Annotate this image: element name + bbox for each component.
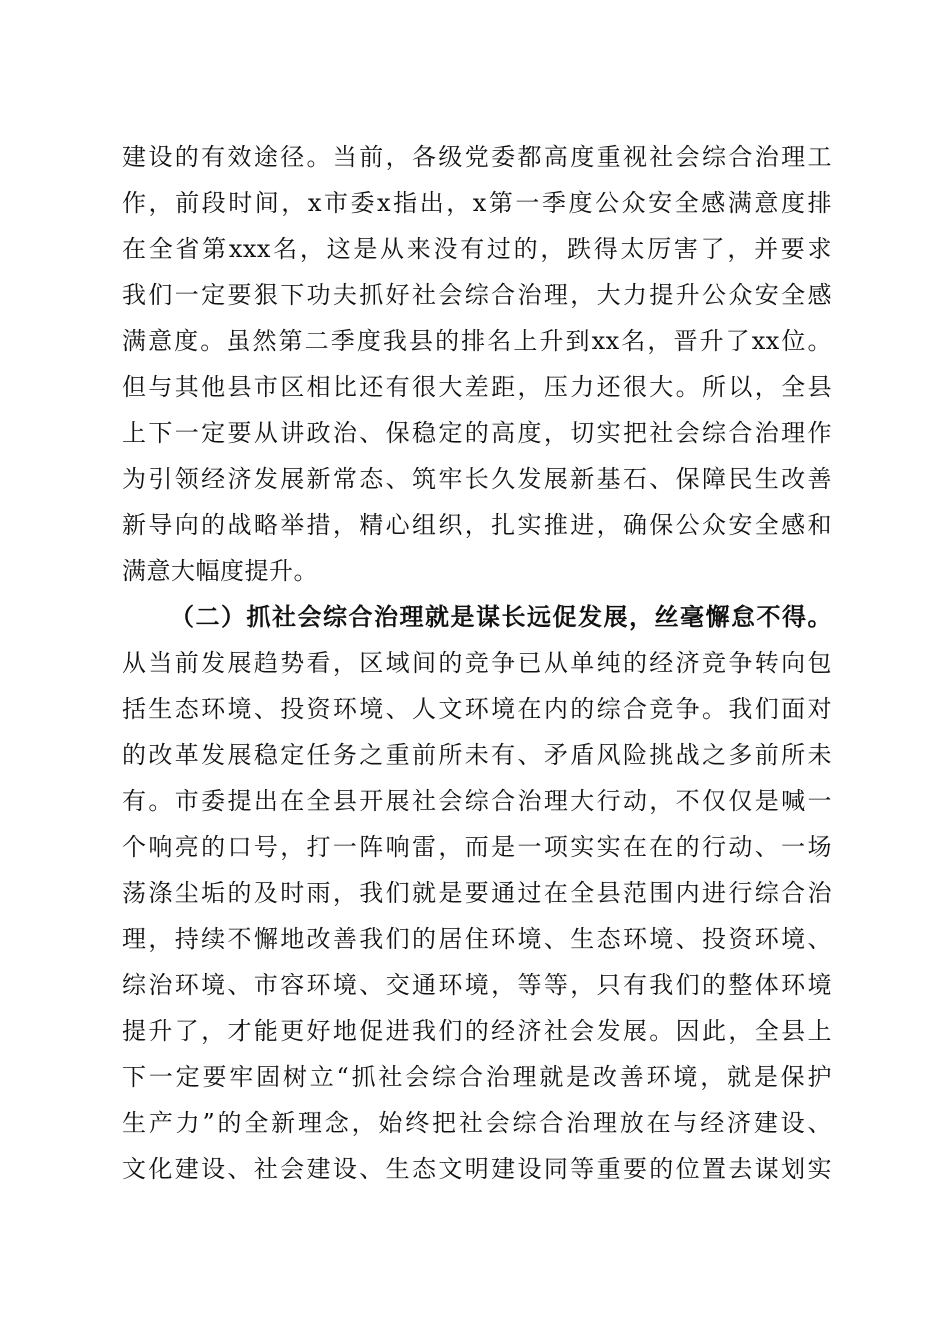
paragraph-2-line: 个响亮的口号，打一阵响雷，而是一项实实在在的行动、一场 [122, 833, 832, 861]
section-heading: （二）抓社会综合治理就是谋长远促发展，丝毫懈怠不得。 [170, 602, 832, 631]
paragraph-1-line: 作，前段时间，x市委x指出，x第一季度公众安全感满意度排 [122, 189, 832, 217]
paragraph-2-line: 下一定要牢固树立“抓社会综合治理就是改善环境，就是保护 [122, 1063, 832, 1091]
paragraph-2-line: 有。市委提出在全县开展社会综合治理大行动，不仅仅是喊一 [122, 787, 832, 815]
paragraph-2-line: 荡涤尘垢的及时雨，我们就是要通过在全县范围内进行综合治 [122, 879, 832, 907]
paragraph-1-line: 但与其他县市区相比还有很大差距，压力还很大。所以，全县 [122, 373, 832, 401]
paragraph-1-line: 建设的有效途径。当前，各级党委都高度重视社会综合治理工 [122, 143, 832, 171]
paragraph-2-line: 文化建设、社会建设、生态文明建设同等重要的位置去谋划实 [122, 1155, 832, 1183]
paragraph-2-line: 从当前发展趋势看，区域间的竞争已从单纯的经济竞争转向包 [122, 649, 832, 677]
paragraph-2-line: 括生态环境、投资环境、人文环境在内的综合竞争。我们面对 [122, 695, 832, 723]
paragraph-1-line: 上下一定要从讲政治、保稳定的高度，切实把社会综合治理作 [122, 419, 832, 447]
paragraph-1-line: 新导向的战略举措，精心组织，扎实推进，确保公众安全感和 [122, 511, 832, 539]
paragraph-1-line: 满意度。虽然第二季度我县的排名上升到xx名，晋升了xx位。 [122, 327, 832, 355]
paragraph-2-line: 生产力”的全新理念，始终把社会综合治理放在与经济建设、 [122, 1109, 832, 1137]
paragraph-2-line: 提升了，才能更好地促进我们的经济社会发展。因此，全县上 [122, 1017, 832, 1045]
paragraph-1-line: 满意大幅度提升。 [122, 557, 318, 585]
paragraph-2-line: 理，持续不懈地改善我们的居住环境、生态环境、投资环境、 [122, 925, 832, 953]
paragraph-1-line: 在全省第xxx名，这是从来没有过的，跌得太厉害了，并要求 [122, 235, 832, 263]
paragraph-2-line: 的改革发展稳定任务之重前所未有、矛盾风险挑战之多前所未 [122, 741, 832, 769]
paragraph-2-line: 综治环境、市容环境、交通环境，等等，只有我们的整体环境 [122, 971, 832, 999]
paragraph-1-line: 为引领经济发展新常态、筑牢长久发展新基石、保障民生改善 [122, 465, 832, 493]
paragraph-1-line: 我们一定要狠下功夫抓好社会综合治理，大力提升公众安全感 [122, 281, 832, 309]
